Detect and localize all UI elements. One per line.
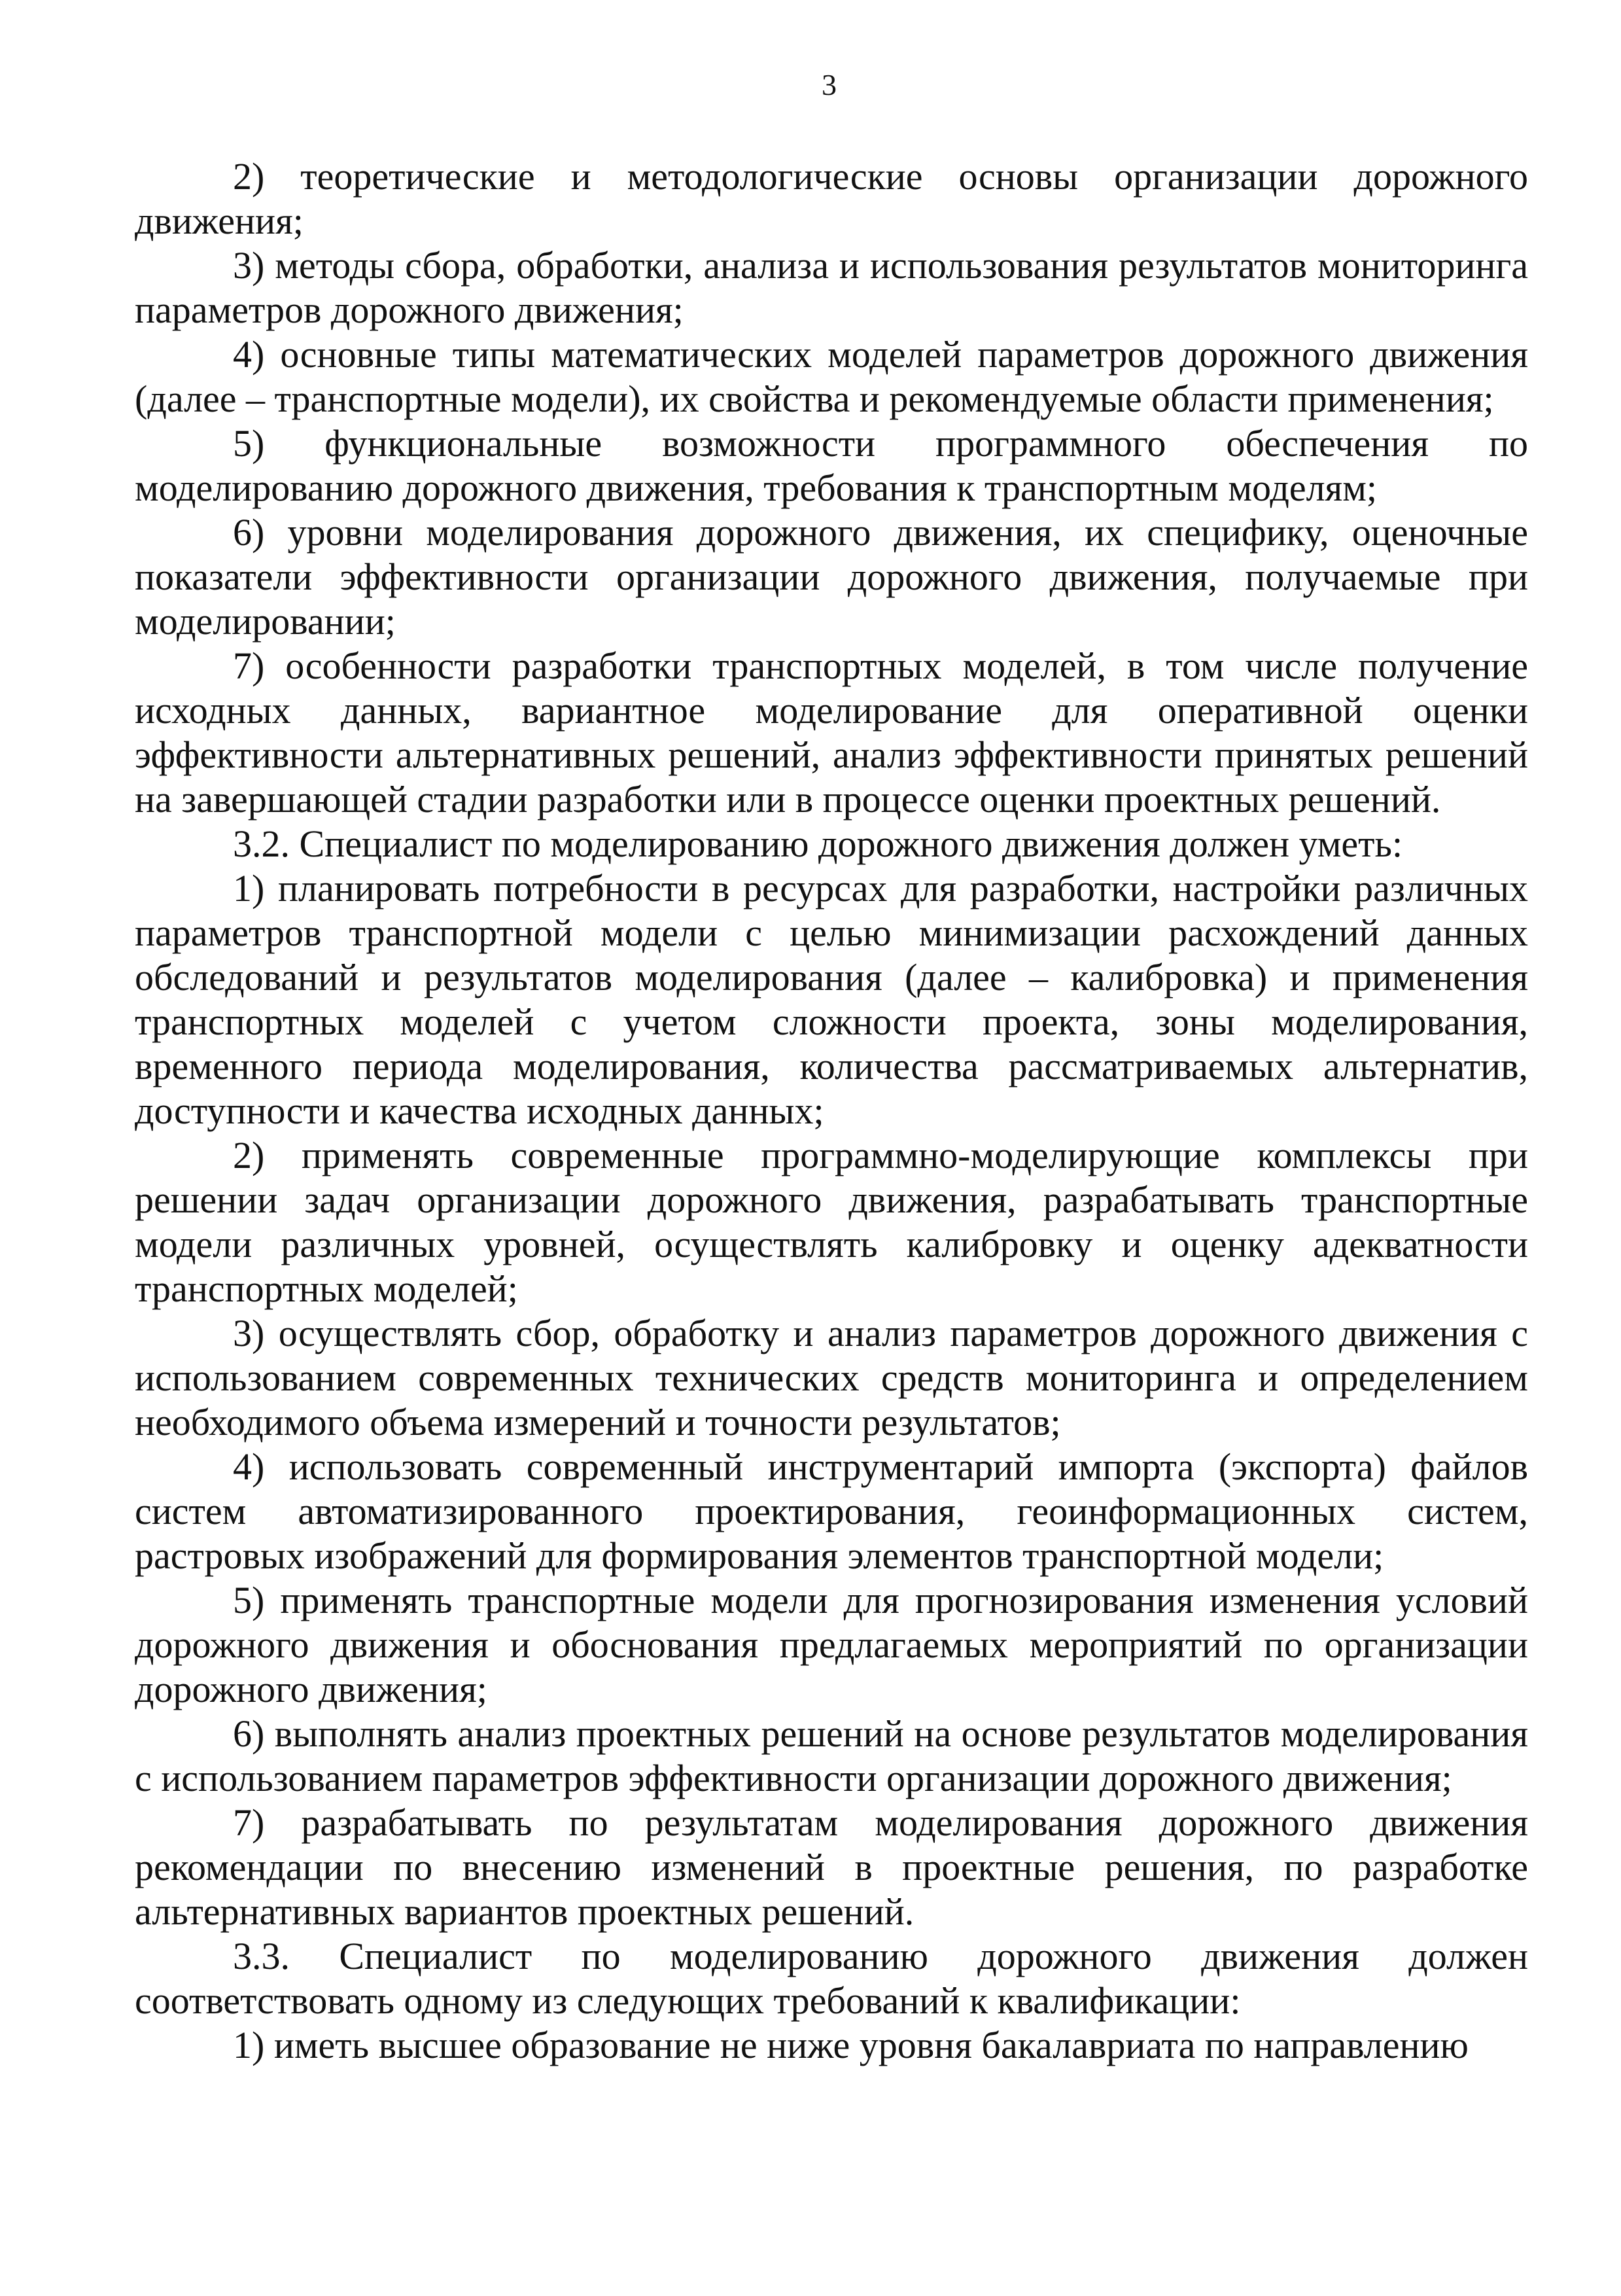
requirement-1-higher-education: 1) иметь высшее образование не ниже уровня бакалавриата по направлению: [233, 2024, 1469, 2066]
document-body: [135, 154, 1528, 2068]
paragraph-7-model-development: 7) особенности разработки транспортных моделей, в том числе получение исходных данных, вариантное моделирование для оперативной оценки эффективности альтернативных решений, анализ эффективности принятых решений на завершающей стадии разработки или в процессе оценки проектных решений.: [135, 645, 1528, 821]
section-3-3-heading: 3.3. Специалист по моделированию дорожного движения должен соответствовать одному из следующих требований к квалификации:: [135, 1935, 1528, 2022]
paragraph-2-theoretical-foundations: 2) теоретические и методологические основы организации дорожного движения;: [135, 155, 1528, 242]
skill-6-solution-analysis: 6) выполнять анализ проектных решений на основе результатов моделирования с использованием параметров эффективности организации дорожного движения;: [135, 1712, 1528, 1799]
skill-7-recommendations: 7) разрабатывать по результатам моделирования дорожного движения рекомендации по внесению изменений в проектные решения, по разработке альтернативных вариантов проектных решений.: [135, 1801, 1528, 1933]
paragraph-4-model-types: 4) основные типы математических моделей параметров дорожного движения (далее – транспортные модели), их свойства и рекомендуемые области применения;: [135, 333, 1528, 420]
paragraph-3-monitoring-methods: 3) методы сбора, обработки, анализа и использования результатов мониторинга параметров дорожного движения;: [135, 244, 1528, 331]
skill-1-resource-planning: 1) планировать потребности в ресурсах для разработки, настройки различных параметров транспортной модели с целью минимизации расхождений данных обследований и результатов моделирования (далее – калибровка) и применения транспортных моделей с учетом сложности проекта, зоны моделирования, временного периода моделирования, количества рассматриваемых альтернатив, доступности и качества исходных данных;: [135, 867, 1528, 1132]
page-number: 3: [822, 68, 837, 101]
skill-3-data-collection: 3) осуществлять сбор, обработку и анализ параметров дорожного движения с использованием современных технических средств мониторинга и определением необходимого объема измерений и точности результатов;: [135, 1312, 1528, 1443]
skill-2-software-complexes: 2) применять современные программно-моделирующие комплексы при решении задач организации дорожного движения, разрабатывать транспортные модели различных уровней, осуществлять калибровку и оценку адекватности транспортных моделей;: [135, 1134, 1528, 1310]
section-3-2-heading: 3.2. Специалист по моделированию дорожного движения должен уметь:: [233, 822, 1403, 865]
skill-5-forecasting: 5) применять транспортные модели для прогнозирования изменения условий дорожного движения и обоснования предлагаемых мероприятий по организации дорожного движения;: [135, 1579, 1528, 1710]
paragraph-6-modeling-levels: 6) уровни моделирования дорожного движения, их специфику, оценочные показатели эффективности организации дорожного движения, получаемые при моделировании;: [135, 511, 1528, 643]
skill-4-import-export: 4) использовать современный инструментарий импорта (экспорта) файлов систем автоматизированного проектирования, геоинформационных систем, растровых изображений для формирования элементов транспортной модели;: [135, 1445, 1528, 1577]
paragraph-5-software-capabilities: 5) функциональные возможности программного обеспечения по моделированию дорожного движения, требования к транспортным моделям;: [135, 422, 1528, 509]
